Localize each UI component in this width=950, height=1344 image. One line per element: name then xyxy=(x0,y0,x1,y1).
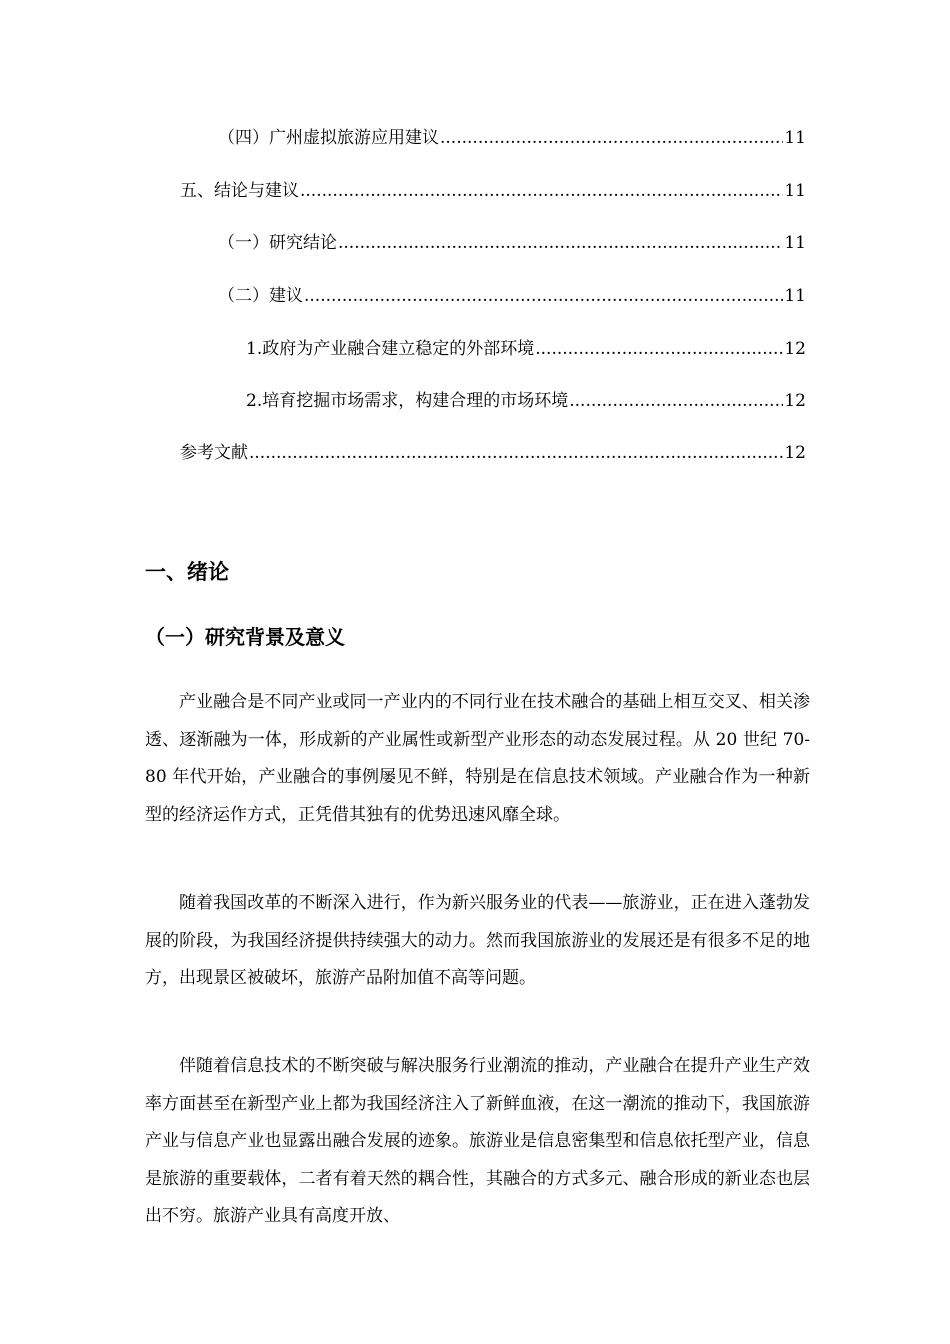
toc-leader-dots xyxy=(249,442,783,464)
toc-entry-text: 2.培育挖掘市场需求，构建合理的市场环境 xyxy=(246,391,569,411)
toc-entry-research-conclusion[interactable] xyxy=(218,232,806,254)
toc-leader-dots xyxy=(569,390,783,412)
toc-entry-conclusion-suggestions[interactable] xyxy=(180,180,806,202)
toc-page-number: 12 xyxy=(784,391,806,411)
toc-leader-dots xyxy=(300,180,783,202)
toc-entry-guangzhou-virtual-tourism[interactable] xyxy=(218,127,806,149)
toc-leader-dots xyxy=(440,127,783,149)
toc-page-number: 11 xyxy=(784,286,806,306)
toc-leader-dots xyxy=(304,285,783,307)
toc-entry-suggestions[interactable] xyxy=(218,285,806,307)
toc-entry-text: 参考文献 xyxy=(180,443,248,463)
toc-page-number: 11 xyxy=(784,181,806,201)
toc-entry-references[interactable] xyxy=(180,442,806,464)
toc-entry-market-demand[interactable] xyxy=(246,390,806,412)
toc-entry-text: 1.政府为产业融合建立稳定的外部环境 xyxy=(246,339,535,359)
toc-entry-text: （二）建议 xyxy=(218,286,303,306)
toc-entry-text: （四）广州虚拟旅游应用建议 xyxy=(218,128,439,148)
subsection-heading: （一）研究背景及意义 xyxy=(145,625,345,649)
toc-leader-dots xyxy=(535,338,783,360)
body-paragraph-3: 伴随着信息技术的不断突破与解决服务行业潮流的推动，产业融合在提升产业生产效率方面甚至在新型产业上都为我国经济注入了新鲜血液，在这一潮流的推动下，我国旅游产业与信息产业也显露出融合发展的迹象。旅游业是信息密集型和信息依托型产业，信息是旅游的重要载体，二者有着天然的耦合性，其融合的方式多元、融合形成的新业态也层出不穷。旅游产业具有高度开放、 xyxy=(145,1056,810,1226)
section-heading: 一、绪论 xyxy=(145,560,229,584)
toc-page-number: 12 xyxy=(784,443,806,463)
toc-leader-dots xyxy=(338,232,783,254)
toc-entry-text: 五、结论与建议 xyxy=(180,181,299,201)
toc-entry-text: （一）研究结论 xyxy=(218,233,337,253)
toc-entry-government-environment[interactable] xyxy=(246,338,806,360)
body-paragraph-2: 随着我国改革的不断深入进行，作为新兴服务业的代表——旅游业，正在进入蓬勃发展的阶段，为我国经济提供持续强大的动力。然而我国旅游业的发展还是有很多不足的地方，出现景区被破坏，旅游产品附加值不高等问题。 xyxy=(145,893,810,988)
toc-page-number: 11 xyxy=(784,233,806,253)
body-paragraph-1: 产业融合是不同产业或同一产业内的不同行业在技术融合的基础上相互交叉、相关渗透、逐渐融为一体，形成新的产业属性或新型产业形态的动态发展过程。从 20 世纪 70-80 年代开始，产业融合的事例屡见不鲜，特别是在信息技术领域。产业融合作为一种新型的经济运作方式，正凭借其独有的优势迅速风靡全球。 xyxy=(145,692,810,825)
toc-page-number: 11 xyxy=(784,128,806,148)
toc-page-number: 12 xyxy=(784,339,806,359)
